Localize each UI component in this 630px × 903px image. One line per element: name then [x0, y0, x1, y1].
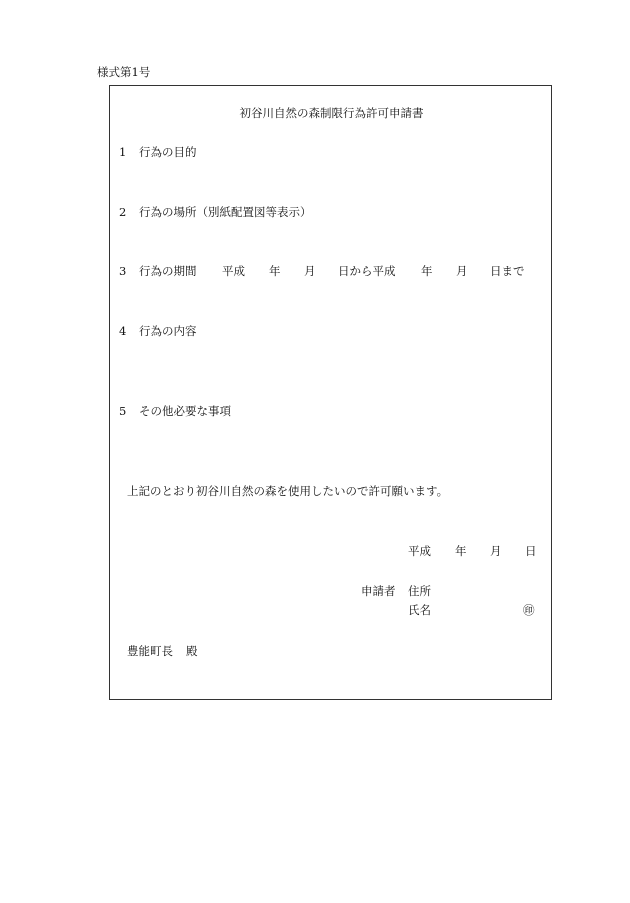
period-from-era: 平成 — [222, 264, 245, 278]
period-from-day: 日から平成 — [338, 264, 396, 278]
period-to-day: 日まで — [490, 264, 525, 278]
item-number: 5 — [119, 404, 127, 418]
item-location — [119, 207, 312, 219]
applicant-label: 申請者 — [361, 584, 396, 598]
date-year: 年 — [455, 544, 467, 558]
item-label: 行為の場所（別紙配置図等表示） — [139, 205, 312, 219]
item-number: 4 — [119, 324, 127, 338]
item-other-matters — [119, 406, 231, 418]
item-label: 行為の期間 — [139, 264, 197, 278]
date-month: 月 — [490, 544, 502, 558]
item-period — [119, 266, 197, 278]
declaration-text: 上記のとおり初谷川自然の森を使用したいので許可願います。 — [127, 484, 449, 498]
seal-mark: ㊞ — [523, 603, 535, 617]
item-number: 1 — [119, 145, 127, 159]
form-number: 様式第1号 — [97, 65, 151, 79]
item-label: その他必要な事項 — [139, 404, 231, 418]
period-to-month: 月 — [456, 264, 468, 278]
name-label: 氏名 — [408, 603, 431, 617]
item-label: 行為の目的 — [139, 145, 197, 159]
date-era: 平成 — [408, 544, 431, 558]
form-title: 初谷川自然の森制限行為許可申請書 — [239, 106, 424, 120]
period-from-year: 年 — [269, 264, 281, 278]
item-number: 2 — [119, 205, 127, 219]
addressee: 豊能町長 — [127, 644, 173, 658]
period-from-month: 月 — [304, 264, 316, 278]
application-form-frame — [109, 85, 552, 700]
addressee-honorific: 殿 — [186, 644, 198, 658]
item-number: 3 — [119, 264, 127, 278]
item-content — [119, 326, 197, 338]
address-label: 住所 — [408, 584, 431, 598]
period-to-year: 年 — [421, 264, 433, 278]
date-day: 日 — [525, 544, 537, 558]
item-label: 行為の内容 — [139, 324, 197, 338]
item-purpose — [119, 147, 197, 159]
